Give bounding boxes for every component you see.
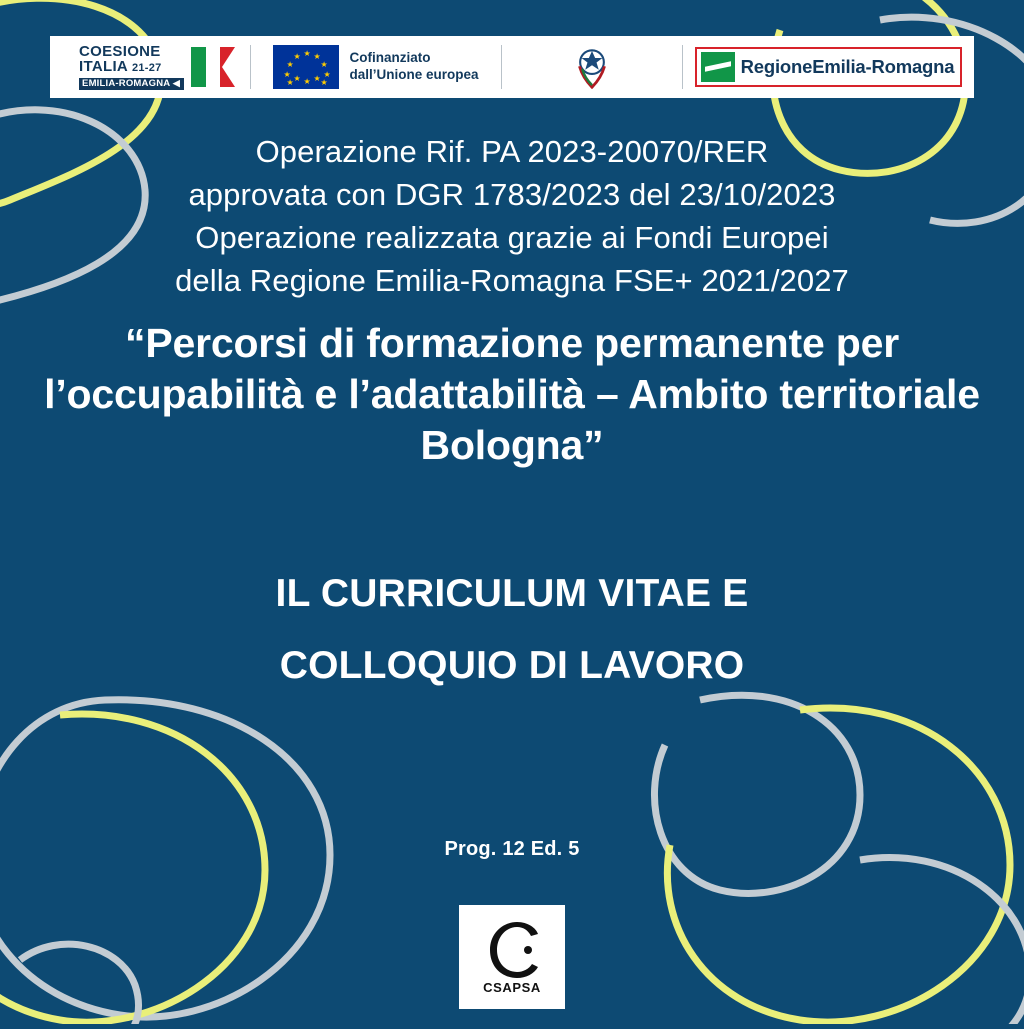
intro-line-4: della Regione Emilia-Romagna FSE+ 2021/2027 xyxy=(175,263,849,298)
csapsa-mark-icon xyxy=(484,920,540,978)
european-union-flag: ★ ★ ★ ★ ★ ★ ★ ★ ★ ★ ★ ★ xyxy=(273,45,339,89)
european-union-logo xyxy=(251,36,501,98)
project-edition-label: Prog. 12 Ed. 5 xyxy=(444,838,580,860)
coesione-region: EMILIA-ROMAGNA xyxy=(82,78,170,90)
intro-line-2: approvata con DGR 1783/2023 del 23/10/2023 xyxy=(188,177,836,212)
funding-logo-bar xyxy=(50,36,974,98)
regione-emilia-romagna-logo xyxy=(683,36,974,98)
course-subtitle xyxy=(0,558,1024,702)
region-mark-icon xyxy=(701,52,735,82)
subtitle-line-2: COLLOQUIO DI LAVORO xyxy=(279,644,745,687)
csapsa-logo xyxy=(459,905,565,1009)
coesione-years: 21-27 xyxy=(131,61,162,74)
intro-line-1: Operazione Rif. PA 2023-20070/RER xyxy=(255,134,769,169)
repubblica-italiana-emblem xyxy=(502,36,682,98)
page-title: “Percorsi di formazione permanente per l’occupabilità e l’adattabilità – Ambito territoriale Bologna” xyxy=(44,320,980,468)
emblem-icon xyxy=(571,44,613,90)
operation-reference-block xyxy=(0,130,1024,302)
italian-flag-icon xyxy=(191,47,235,87)
coesione-line2: ITALIA xyxy=(79,57,128,75)
intro-line-3: Operazione realizzata grazie ai Fondi Europei xyxy=(195,220,829,255)
eu-label-line2: dall’Unione europea xyxy=(349,67,479,82)
coesione-italia-logo xyxy=(50,36,250,98)
csapsa-label: CSAPSA xyxy=(483,979,541,995)
subtitle-line-1: IL CURRICULUM VITAE E xyxy=(275,572,749,615)
eu-label-line1: Cofinanziato xyxy=(349,50,431,66)
region-label: RegioneEmilia-Romagna xyxy=(740,56,955,77)
coesione-line1: COESIONE xyxy=(79,42,161,60)
left-triangle-icon: ◀ xyxy=(172,78,180,89)
